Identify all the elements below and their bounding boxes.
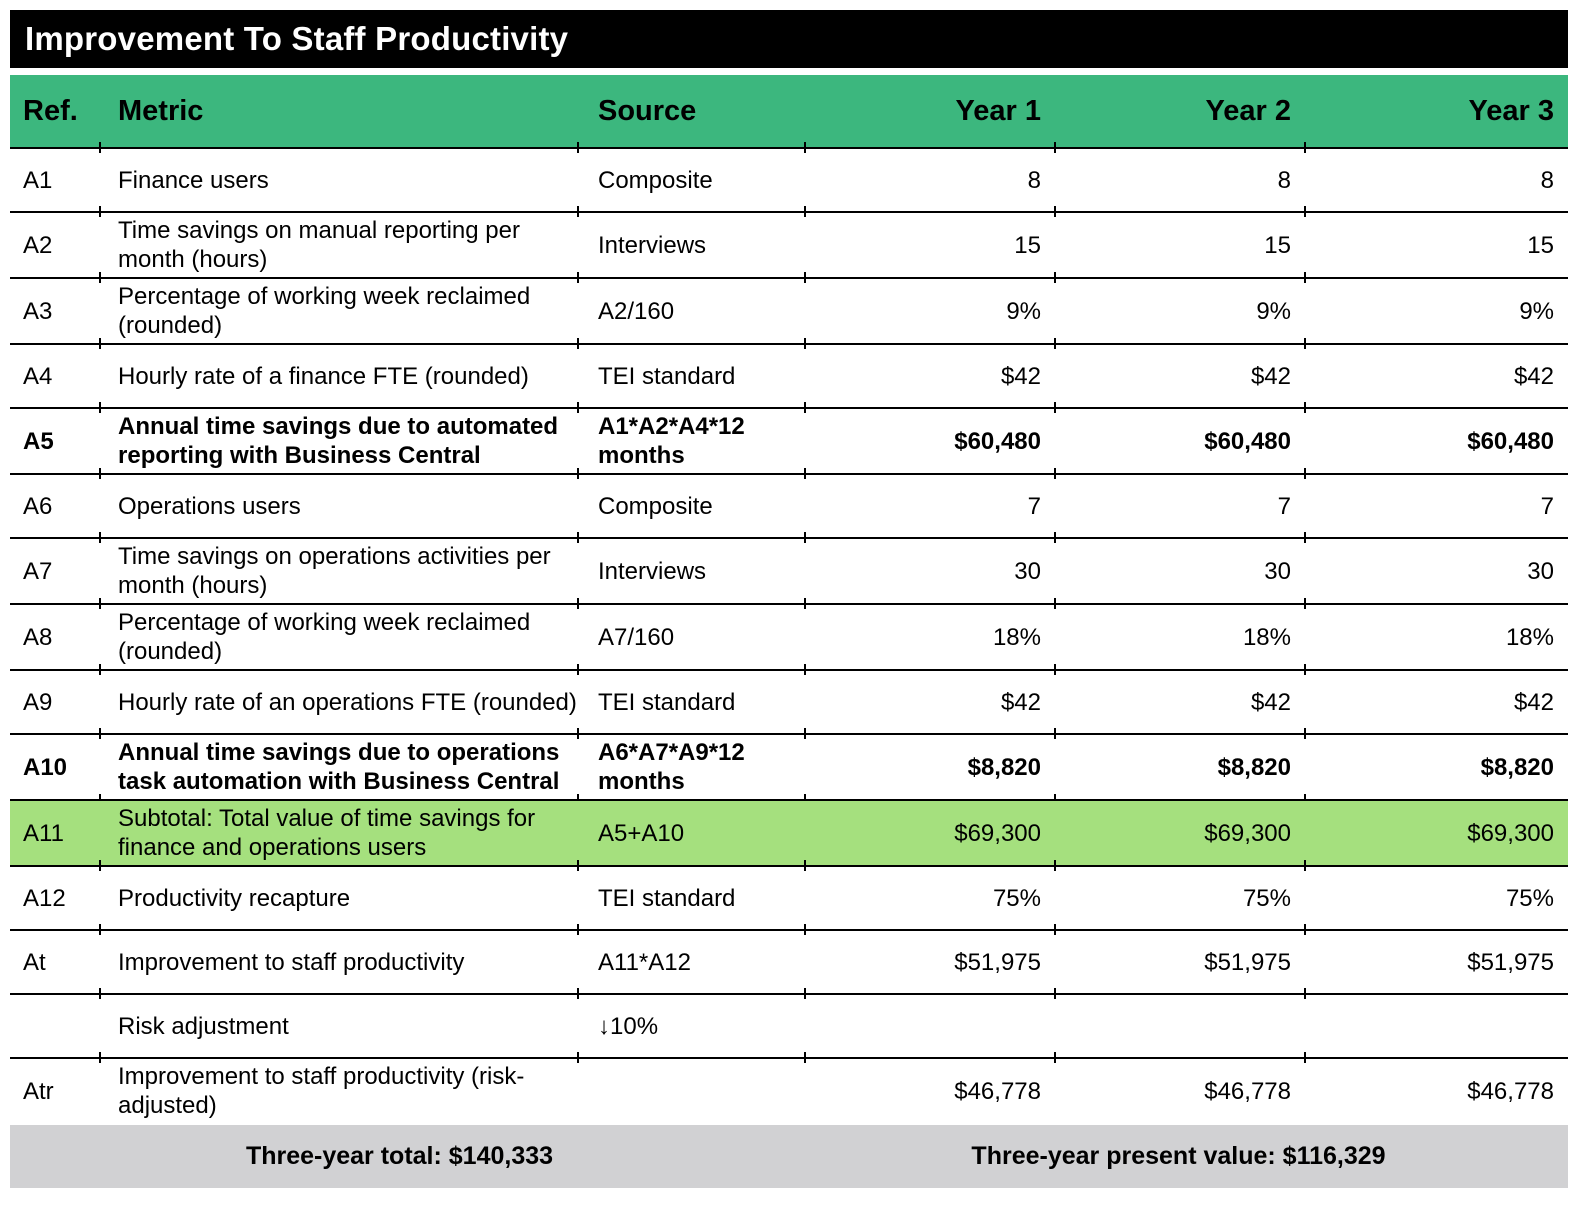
col-header-ref: Ref. [10, 75, 100, 148]
row-year1-value: 75% [805, 866, 1055, 930]
row-metric: Finance users [100, 148, 578, 212]
table-row [10, 734, 1568, 800]
row-source: A5+A10 [578, 800, 805, 866]
col-header-metric: Metric [100, 75, 578, 148]
row-source: TEI standard [578, 344, 805, 408]
table-row [10, 930, 1568, 994]
row-source: TEI standard [578, 866, 805, 930]
row-metric: Operations users [100, 474, 578, 538]
row-year1-value: 15 [805, 212, 1055, 278]
row-ref: A8 [10, 604, 100, 670]
row-year1-value: 18% [805, 604, 1055, 670]
row-year1-value: $46,778 [954, 1077, 1041, 1105]
table-row [10, 344, 1568, 408]
row-year3-value: $69,300 [1305, 800, 1568, 866]
row-year3-value: 15 [1305, 212, 1568, 278]
row-ref: A12 [10, 866, 100, 930]
row-year2-value: $60,480 [1055, 408, 1305, 474]
row-ref: A10 [10, 734, 100, 800]
col-header-year2: Year 2 [1055, 75, 1305, 148]
row-metric: Improvement to staff productivity (risk-adjusted) [118, 1063, 525, 1119]
row-year3-value: $46,778 [1467, 1077, 1554, 1105]
table-row [10, 800, 1568, 866]
row-metric: Hourly rate of an operations FTE (rounded) [100, 670, 578, 734]
summary-footer [10, 1125, 1568, 1188]
row-year2-value: $42 [1055, 670, 1305, 734]
table-row [10, 278, 1568, 344]
table-row [10, 604, 1568, 670]
row-year3-value: 8 [1305, 148, 1568, 212]
table-body [10, 148, 1568, 1123]
row-year3-value: $42 [1305, 344, 1568, 408]
row-year2-value: $42 [1055, 344, 1305, 408]
table-row [10, 670, 1568, 734]
row-year2-value: 8 [1055, 148, 1305, 212]
row-year1-value: $60,480 [805, 408, 1055, 474]
row-ref: A9 [10, 670, 100, 734]
row-source [578, 1058, 805, 1123]
row-year2-value: 9% [1055, 278, 1305, 344]
row-year3-value: 18% [1305, 604, 1568, 670]
row-year2-value: $46,778 [1204, 1077, 1291, 1105]
row-ref: A6 [10, 474, 100, 538]
row-ref: A1 [10, 148, 100, 212]
row-year3-value [1305, 994, 1568, 1058]
row-source: Composite [578, 148, 805, 212]
row-source: A1*A2*A4*12 months [578, 408, 805, 474]
row-metric: Improvement to staff productivity [100, 930, 578, 994]
row-year1-value: $51,975 [805, 930, 1055, 994]
table-title: Improvement To Staff Productivity [25, 20, 569, 57]
row-year2-value: 15 [1055, 212, 1305, 278]
row-year3-value: $42 [1305, 670, 1568, 734]
row-metric: Annual time savings due to automated reporting with Business Central [100, 408, 578, 474]
row-year3-value: $60,480 [1305, 408, 1568, 474]
row-source: TEI standard [578, 670, 805, 734]
productivity-table [10, 75, 1568, 1123]
three-year-total: Three-year total: $140,333 [245, 1142, 554, 1170]
row-year3-value: $8,820 [1305, 734, 1568, 800]
row-year2-value: $51,975 [1055, 930, 1305, 994]
row-source: A11*A12 [578, 930, 805, 994]
row-year1-value: $42 [805, 344, 1055, 408]
row-year2-value [1055, 994, 1305, 1058]
row-year2-value: $8,820 [1055, 734, 1305, 800]
row-year1-value: $69,300 [805, 800, 1055, 866]
row-year2-value: 75% [1055, 866, 1305, 930]
table-title-bar [10, 10, 1568, 68]
row-year1-value: $8,820 [805, 734, 1055, 800]
row-source: ↓10% [578, 994, 805, 1058]
row-ref: At [10, 930, 100, 994]
row-ref: A7 [10, 538, 100, 604]
row-year3-value: 30 [1305, 538, 1568, 604]
row-metric: Time savings on manual reporting per month (hours) [100, 212, 578, 278]
row-ref [10, 994, 100, 1058]
col-header-year1: Year 1 [805, 75, 1055, 148]
row-year2-value: $69,300 [1055, 800, 1305, 866]
row-year1-value [805, 994, 1055, 1058]
row-source: Composite [578, 474, 805, 538]
table-row [10, 866, 1568, 930]
row-year3-value: 75% [1305, 866, 1568, 930]
row-year1-value: $42 [805, 670, 1055, 734]
row-source: A7/160 [578, 604, 805, 670]
three-year-present-value: Three-year present value: $116,329 [971, 1142, 1386, 1170]
row-metric: Annual time savings due to operations task automation with Business Central [100, 734, 578, 800]
row-year1-value: 8 [805, 148, 1055, 212]
row-year3-value: $51,975 [1305, 930, 1568, 994]
row-source: Interviews [578, 538, 805, 604]
table-row [10, 212, 1568, 278]
row-metric: Subtotal: Total value of time savings for finance and operations users [100, 800, 578, 866]
row-source: Interviews [578, 212, 805, 278]
table-row [10, 538, 1568, 604]
row-year3-value: 7 [1305, 474, 1568, 538]
row-metric: Risk adjustment [100, 994, 578, 1058]
row-year2-value: 7 [1055, 474, 1305, 538]
table-row [10, 474, 1568, 538]
row-ref: A3 [10, 278, 100, 344]
row-year2-value: 30 [1055, 538, 1305, 604]
row-year1-value: 9% [805, 278, 1055, 344]
row-ref: A11 [10, 800, 100, 866]
table-row [10, 1058, 1568, 1123]
row-year1-value: 30 [805, 538, 1055, 604]
row-ref: Atr [23, 1077, 54, 1105]
row-year3-value: 9% [1305, 278, 1568, 344]
row-ref: A4 [10, 344, 100, 408]
row-metric: Percentage of working week reclaimed (rounded) [100, 278, 578, 344]
row-metric: Hourly rate of a finance FTE (rounded) [100, 344, 578, 408]
row-ref: A2 [10, 212, 100, 278]
row-metric: Time savings on operations activities per month (hours) [100, 538, 578, 604]
col-header-source: Source [578, 75, 805, 148]
header-row [10, 75, 1568, 148]
table-row [10, 408, 1568, 474]
row-metric: Percentage of working week reclaimed (rounded) [100, 604, 578, 670]
row-year2-value: 18% [1055, 604, 1305, 670]
row-ref: A5 [10, 408, 100, 474]
table-row [10, 148, 1568, 212]
col-header-year3: Year 3 [1305, 75, 1568, 148]
row-source: A6*A7*A9*12 months [578, 734, 805, 800]
row-metric: Productivity recapture [100, 866, 578, 930]
row-year1-value: 7 [805, 474, 1055, 538]
row-source: A2/160 [578, 278, 805, 344]
table-row [10, 994, 1568, 1058]
